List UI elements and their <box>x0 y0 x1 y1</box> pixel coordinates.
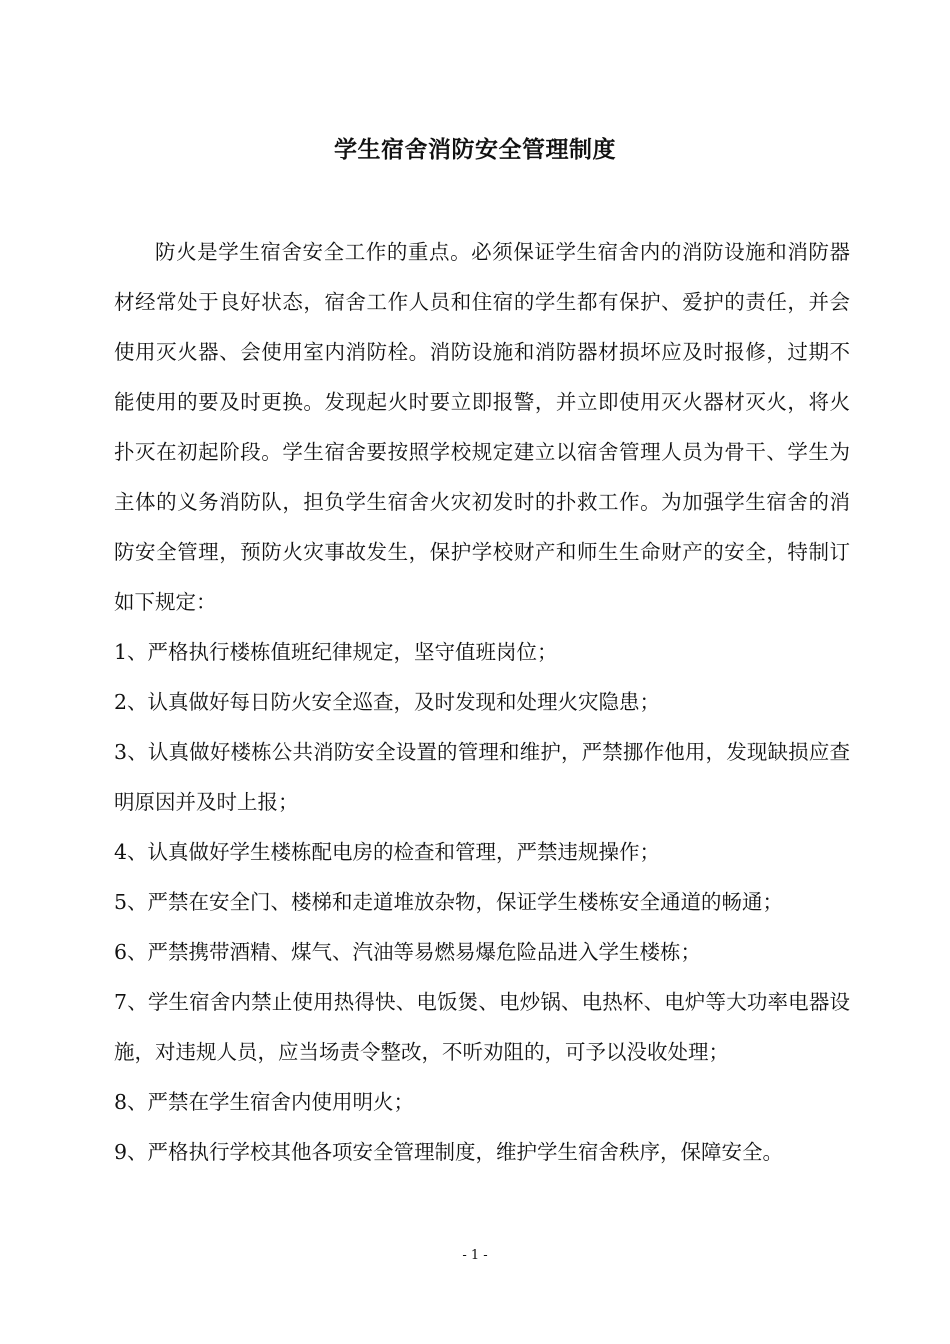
rule-item-4: 4、认真做好学生楼栋配电房的检查和管理，严禁违规操作； <box>114 840 661 864</box>
rule-item-1: 1、严格执行楼栋值班纪律规定，坚守值班岗位； <box>114 640 558 664</box>
rule-item-8: 8、严禁在学生宿舍内使用明火； <box>114 1090 415 1114</box>
document-body <box>114 227 850 1177</box>
rule-item-7: 7、学生宿舍内禁止使用热得快、电饭煲、电炒锅、电热杯、电炉等大功率电器设施，对违规人员，应当场责令整改，不听劝阻的，可予以没收处理； <box>114 990 850 1064</box>
intro-paragraph: 防火是学生宿舍安全工作的重点。必须保证学生宿舍内的消防设施和消防器材经常处于良好状态，宿舍工作人员和住宿的学生都有保护、爱护的责任，并会使用灭火器、会使用室内消防栓。消防设施和消防器材损坏应及时报修，过期不能使用的要及时更换。发现起火时要立即报警，并立即使用灭火器材灭火，将火扑灭在初起阶段。学生宿舍要按照学校规定建立以宿舍管理人员为骨干、学生为主体的义务消防队，担负学生宿舍火灾初发时的扑救工作。为加强学生宿舍的消防安全管理，预防火灾事故发生，保护学校财产和师生生命财产的安全，特制订如下规定： <box>114 240 850 614</box>
rule-item-3: 3、认真做好楼栋公共消防安全设置的管理和维护，严禁挪作他用，发现缺损应查明原因并及时上报； <box>114 740 850 814</box>
rule-item-5: 5、严禁在安全门、楼梯和走道堆放杂物，保证学生楼栋安全通道的畅通； <box>114 890 784 914</box>
rule-item-6: 6、严禁携带酒精、煤气、汽油等易燃易爆危险品进入学生楼栋； <box>114 940 702 964</box>
rule-item-9: 9、严格执行学校其他各项安全管理制度，维护学生宿舍秩序，保障安全。 <box>114 1140 784 1164</box>
document-title: 学生宿舍消防安全管理制度 <box>334 137 616 163</box>
page-number: - 1 - <box>462 1248 488 1263</box>
rule-item-2: 2、认真做好每日防火安全巡查，及时发现和处理火灾隐患； <box>114 690 661 714</box>
